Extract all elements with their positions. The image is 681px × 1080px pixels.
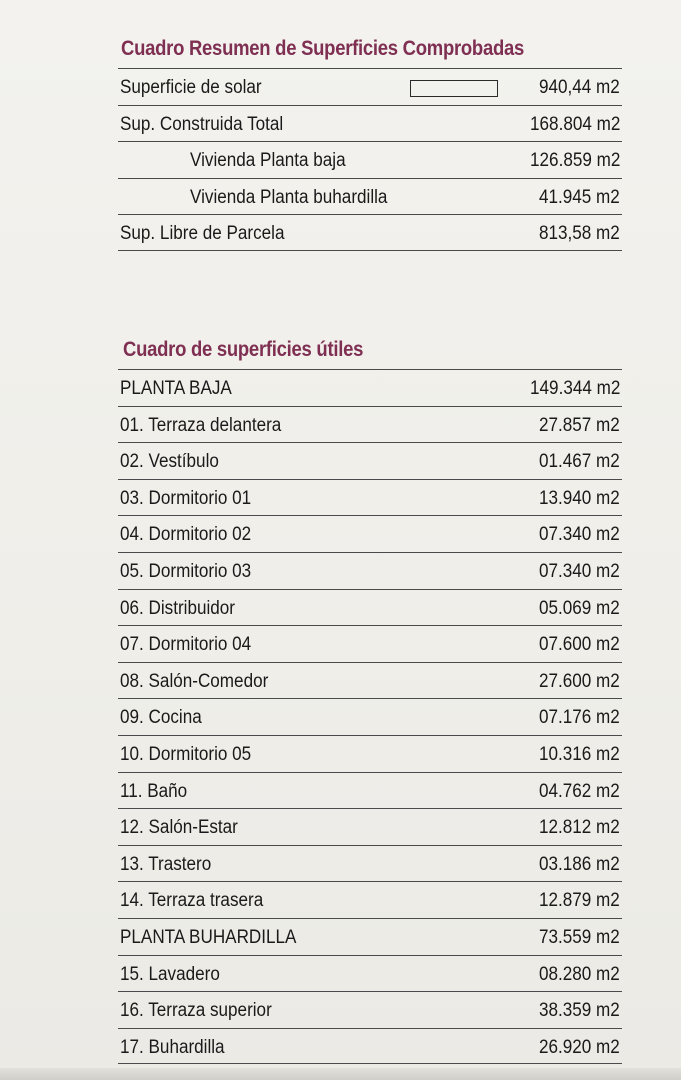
table-row (118, 698, 622, 735)
page-bottom-edge (0, 1068, 681, 1080)
row-label: 08. Salón-Comedor (120, 670, 269, 692)
table-row (118, 1028, 622, 1065)
row-label: 10. Dormitorio 05 (120, 743, 252, 765)
table-row (118, 991, 622, 1028)
row-value: 05.069 m2 (539, 597, 620, 619)
row-label: Vivienda Planta buhardilla (190, 186, 388, 208)
row-label: 14. Terraza trasera (120, 890, 264, 912)
table-row (118, 955, 622, 992)
row-value: 940,44 m2 (539, 77, 620, 98)
empty-box (410, 80, 498, 97)
row-value: 12.879 m2 (539, 890, 620, 912)
row-label: 13. Trastero (120, 853, 212, 875)
table-row (118, 406, 622, 443)
table-row-floor-header (118, 369, 622, 406)
row-value: 07.340 m2 (539, 524, 620, 546)
row-value: 04.762 m2 (539, 780, 620, 802)
row-value: 26.920 m2 (539, 1036, 620, 1058)
row-value: 07.340 m2 (539, 560, 620, 582)
row-value: 13.940 m2 (539, 487, 620, 509)
row-label: Sup. Construida Total (120, 113, 284, 135)
table-row (118, 214, 622, 251)
row-value: 07.600 m2 (539, 634, 620, 656)
table-row (118, 442, 622, 479)
row-value: 41.945 m2 (539, 186, 620, 208)
table-row (118, 808, 622, 845)
table-row (118, 662, 622, 699)
row-value: 12.812 m2 (539, 817, 620, 839)
table-row (118, 772, 622, 809)
row-value: 73.559 m2 (539, 926, 620, 948)
row-value: 01.467 m2 (539, 451, 620, 473)
row-value: 813,58 m2 (539, 223, 620, 245)
row-label: Sup. Libre de Parcela (120, 223, 285, 245)
row-label: 01. Terraza delantera (120, 414, 282, 436)
row-label: Vivienda Planta baja (190, 150, 346, 172)
row-value: 149.344 m2 (529, 378, 620, 399)
table-row (118, 735, 622, 772)
summary-table-title: Cuadro Resumen de Superficies Comprobadas (121, 37, 525, 60)
table-row (118, 479, 622, 516)
useful-table-title: Cuadro de superficies útiles (123, 338, 364, 361)
row-label: 03. Dormitorio 01 (120, 487, 252, 509)
row-label: 07. Dormitorio 04 (120, 634, 252, 656)
row-label: 06. Distribuidor (120, 597, 236, 619)
table-row (118, 589, 622, 626)
row-label: 09. Cocina (120, 707, 202, 729)
row-value: 168.804 m2 (529, 113, 620, 135)
row-value: 126.859 m2 (529, 150, 620, 172)
table-row (118, 881, 622, 918)
row-label: 15. Lavadero (120, 963, 220, 985)
row-label: 17. Buhardilla (120, 1036, 225, 1058)
row-value: 27.600 m2 (539, 670, 620, 692)
row-label: PLANTA BUHARDILLA (120, 926, 297, 948)
table-row (118, 68, 622, 105)
row-label: 12. Salón-Estar (120, 817, 238, 839)
table-row (118, 105, 622, 142)
row-label: 05. Dormitorio 03 (120, 560, 252, 582)
table-row (118, 141, 622, 178)
row-value: 27.857 m2 (539, 414, 620, 436)
row-value: 08.280 m2 (539, 963, 620, 985)
table-row (118, 515, 622, 552)
row-value: 38.359 m2 (539, 1000, 620, 1022)
row-label: 11. Baño (120, 780, 188, 802)
table-row (118, 552, 622, 589)
row-label: 16. Terraza superior (120, 1000, 272, 1022)
useful-surfaces-table (118, 369, 622, 1064)
row-label: Superficie de solar (120, 77, 262, 98)
row-label: 04. Dormitorio 02 (120, 524, 252, 546)
table-row (118, 625, 622, 662)
row-label: PLANTA BAJA (120, 378, 232, 399)
table-row (118, 178, 622, 215)
summary-table (118, 68, 622, 251)
table-row (118, 845, 622, 882)
row-value: 10.316 m2 (539, 743, 620, 765)
row-label: 02. Vestíbulo (120, 451, 219, 473)
row-value: 07.176 m2 (539, 707, 620, 729)
table-row-floor-header (118, 918, 622, 955)
row-value: 03.186 m2 (539, 853, 620, 875)
